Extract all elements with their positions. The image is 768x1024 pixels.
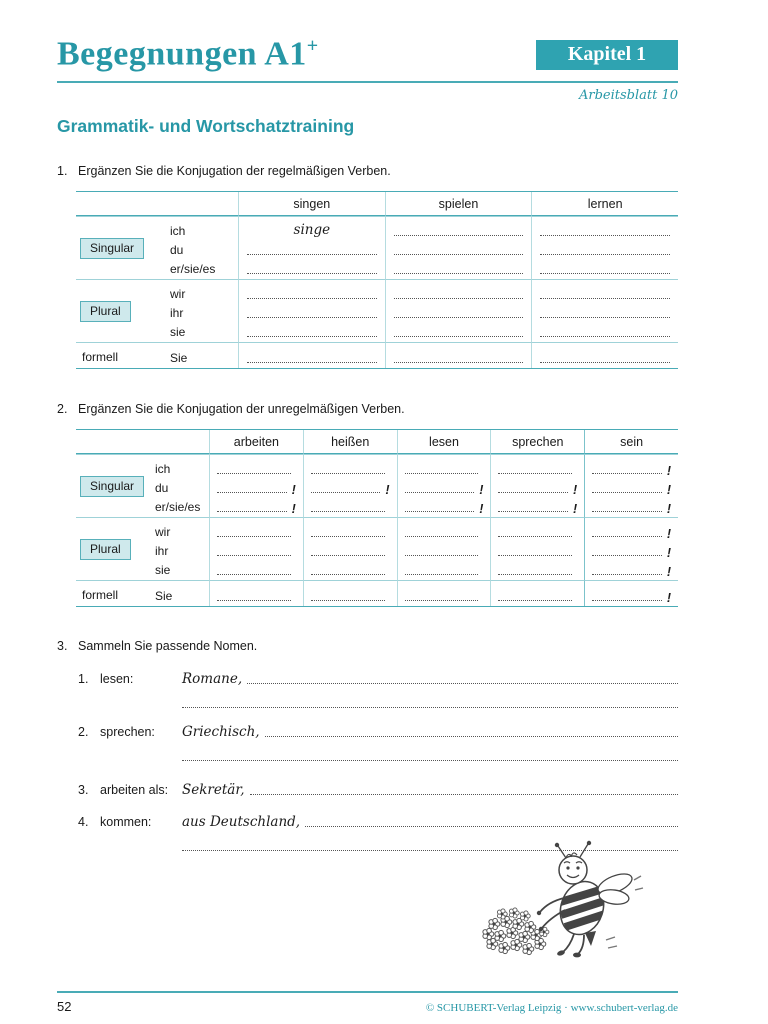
irregular-mark: ! [666,526,671,541]
answer-blank [385,216,532,241]
pronoun-label: er/sie/es [155,500,201,515]
dotted-line [405,473,479,474]
dotted-line [217,473,291,474]
pronoun-label: Sie [145,580,209,606]
answer-blank [490,517,584,542]
dotted-line [592,511,662,512]
pronoun-label: Sie [160,342,238,368]
dotted-line [394,336,524,337]
list-item [78,782,678,798]
dotted-line [265,736,678,737]
answer-blank [584,580,678,606]
item-label: sprechen: [100,725,155,740]
irregular-mark: ! [479,482,484,497]
answer-blank [209,498,303,517]
dotted-line [540,317,670,318]
answer-blank [385,342,532,368]
dotted-line [405,600,479,601]
dotted-line [498,574,572,575]
answer-blank [397,580,491,606]
irregular-mark: ! [666,590,671,605]
item-label: arbeiten als: [100,783,169,798]
exercise-number: 1. [57,164,68,179]
answer-blank [385,241,532,260]
exercise-2-instruction [57,402,678,416]
answer-blank [531,216,678,241]
dotted-line [540,362,670,363]
empty-header-cell [145,430,209,454]
group-label-cell [76,454,145,517]
irregular-mark: ! [385,482,390,497]
column-header: arbeiten [209,430,303,454]
dotted-line [540,298,670,299]
dotted-line [217,536,291,537]
dotted-line [592,600,662,601]
pronoun-label: ich [145,454,209,479]
irregular-mark: ! [291,482,296,497]
answer-blank [531,241,678,260]
answer-blank [209,580,303,606]
dotted-line [217,492,287,493]
footer-rule [57,991,678,993]
answer-blank [238,260,385,279]
item-number: 3. [78,783,89,798]
answer-blank [238,241,385,260]
dotted-line [311,473,385,474]
answer-blank [490,479,584,498]
dotted-line [217,511,287,512]
dotted-line [405,574,479,575]
dotted-line [311,492,381,493]
answer-blank [209,542,303,561]
instruction-text: Ergänzen Sie die Konjugation der unregelmäßigen Verben. [78,402,405,417]
dotted-line [498,473,572,474]
answer-blank [490,542,584,561]
group-label-cell [76,279,160,342]
pronoun-label: sie [155,563,171,578]
answer-cell-filled [238,216,385,241]
list-item [78,724,678,740]
page-number: 52 [57,999,72,1014]
copyright-notice: © SCHUBERT-Verlag Leipzig · www.schubert-verlag.de [425,1002,678,1014]
answer-blank [397,517,491,542]
dotted-line [405,555,479,556]
pronoun-label: ich [160,216,238,241]
irregular-mark [390,604,397,606]
answer-blank [209,561,303,580]
pronoun-label: du [170,243,184,258]
dotted-line [182,707,678,708]
dotted-line [247,317,377,318]
answer-blank [531,260,678,279]
dotted-line [592,473,662,474]
irregular-mark: ! [291,501,296,516]
answer-blank [584,454,678,479]
group-label-formell: formell [76,342,160,368]
dotted-line [405,536,479,537]
answer-blank [209,454,303,479]
exercise-1-instruction [57,164,678,178]
conjugation-table-regular [76,191,678,369]
list-item [78,814,678,830]
group-label-singular: Singular [80,238,144,259]
answer-blank [397,542,491,561]
pronoun-label: wir [160,279,238,304]
irregular-mark: ! [479,501,484,516]
irregular-mark [296,604,303,606]
dotted-line [311,600,385,601]
group-label-cell [76,517,145,580]
book-title-text: Begegnungen A1 [57,35,307,73]
answer-blank [531,279,678,304]
exercise-1 [57,164,678,369]
answer-blank [303,454,397,479]
answer-blank [385,323,532,342]
irregular-mark [483,604,490,606]
handwritten-answer: aus Deutschland, [182,814,301,831]
dotted-line [247,273,377,274]
dotted-line [498,555,572,556]
answer-blank [303,580,397,606]
item-number: 1. [78,672,89,687]
instruction-text: Sammeln Sie passende Nomen. [78,639,258,654]
dotted-line [498,536,572,537]
list-item [78,671,678,687]
dotted-line [217,600,291,601]
answer-blank [397,498,491,517]
empty-header-cell [76,430,145,454]
dotted-line [217,574,291,575]
dotted-line [394,235,524,236]
irregular-mark: ! [666,463,671,478]
dotted-line [394,362,524,363]
pronoun-label: ihr [155,544,169,559]
pronoun-label: wir [145,517,209,542]
column-header: heißen [303,430,397,454]
answer-blank [397,561,491,580]
header-rule [57,81,678,83]
dotted-line [540,273,670,274]
column-header: spielen [385,192,532,216]
exercise-number: 3. [57,639,68,654]
dotted-line [592,492,662,493]
dotted-line [311,511,385,512]
conjugation-table-irregular [76,429,678,607]
answer-blank [490,580,584,606]
pronoun-label: ihr [170,306,184,321]
pronoun-label: er/sie/es [170,262,216,277]
group-label-plural: Plural [80,539,131,560]
answer-blank [209,479,303,498]
bee-flowers-illustration [478,836,653,969]
answer-blank [584,561,678,580]
answer-blank [303,498,397,517]
dotted-line [498,600,572,601]
dotted-line [250,794,678,795]
handwritten-answer: singe [293,222,331,239]
answer-blank [385,304,532,323]
dotted-line [311,574,385,575]
answer-blank [238,323,385,342]
handwritten-answer: Sekretär, [182,782,245,799]
group-label-formell: formell [76,580,145,606]
irregular-mark: ! [573,482,578,497]
dotted-line [540,235,670,236]
answer-blank [303,542,397,561]
dotted-line [311,536,385,537]
column-header: sprechen [490,430,584,454]
book-title [57,36,319,72]
page-header [57,36,678,72]
dotted-line [247,254,377,255]
dotted-line [394,298,524,299]
answer-blank [584,479,678,498]
dotted-line [498,511,568,512]
answer-blank [303,517,397,542]
irregular-mark [577,604,584,606]
chapter-badge: Kapitel 1 [536,40,678,70]
irregular-mark: ! [573,501,578,516]
group-label-singular: Singular [80,476,144,497]
answer-blank [584,542,678,561]
answer-blank [397,479,491,498]
answer-blank [584,517,678,542]
answer-blank [531,323,678,342]
dotted-line [405,492,475,493]
exercise-3 [57,639,678,851]
answer-blank [238,342,385,368]
column-header: sein [584,430,678,454]
item-label: kommen: [100,815,152,830]
irregular-mark: ! [666,482,671,497]
answer-blank [531,342,678,368]
answer-blank [238,304,385,323]
dotted-line [217,555,291,556]
worksheet-label: Arbeitsblatt 10 [578,88,678,104]
dotted-line [394,254,524,255]
exercise-number: 2. [57,402,68,417]
item-label: lesen: [100,672,134,687]
exercise-3-instruction [57,639,678,653]
instruction-text: Ergänzen Sie die Konjugation der regelmäßigen Verben. [78,164,391,179]
exercise-2 [57,402,678,607]
answer-blank [584,498,678,517]
bee-illustration-svg [478,836,653,964]
group-label-cell [76,216,160,279]
dotted-line [498,492,568,493]
dotted-line [540,336,670,337]
column-header: lesen [397,430,491,454]
book-title-plus: + [306,35,319,57]
answer-blank [238,279,385,304]
dotted-line [247,336,377,337]
dotted-line [592,555,662,556]
answer-blank [385,260,532,279]
dotted-line [592,536,662,537]
group-label-plural: Plural [80,301,131,322]
dotted-line [311,555,385,556]
empty-header-cell [76,192,160,216]
handwritten-answer: Romane, [182,671,243,688]
dotted-line [305,826,678,827]
irregular-mark: ! [666,501,671,516]
dotted-line [592,574,662,575]
irregular-mark: ! [666,545,671,560]
dotted-line [247,298,377,299]
page-title: Grammatik- und Wortschatztraining [57,116,355,137]
dotted-line [394,317,524,318]
answer-blank [490,561,584,580]
dotted-line [247,362,377,363]
dotted-line [405,511,475,512]
dotted-line [394,273,524,274]
answer-blank [490,498,584,517]
dotted-line [247,683,678,684]
answer-blank [385,279,532,304]
answer-blank [531,304,678,323]
column-header: lernen [531,192,678,216]
answer-blank [490,454,584,479]
column-header: singen [238,192,385,216]
answer-blank [209,517,303,542]
empty-header-cell [160,192,238,216]
dotted-line [182,760,678,761]
handwritten-answer: Griechisch, [182,724,260,741]
pronoun-label: sie [170,325,186,340]
pronoun-label: du [155,481,169,496]
irregular-mark: ! [666,564,671,579]
answer-blank [303,561,397,580]
dotted-line [540,254,670,255]
page-footer [57,991,678,1014]
item-number: 2. [78,725,89,740]
answer-blank [303,479,397,498]
answer-blank [397,454,491,479]
item-number: 4. [78,815,89,830]
